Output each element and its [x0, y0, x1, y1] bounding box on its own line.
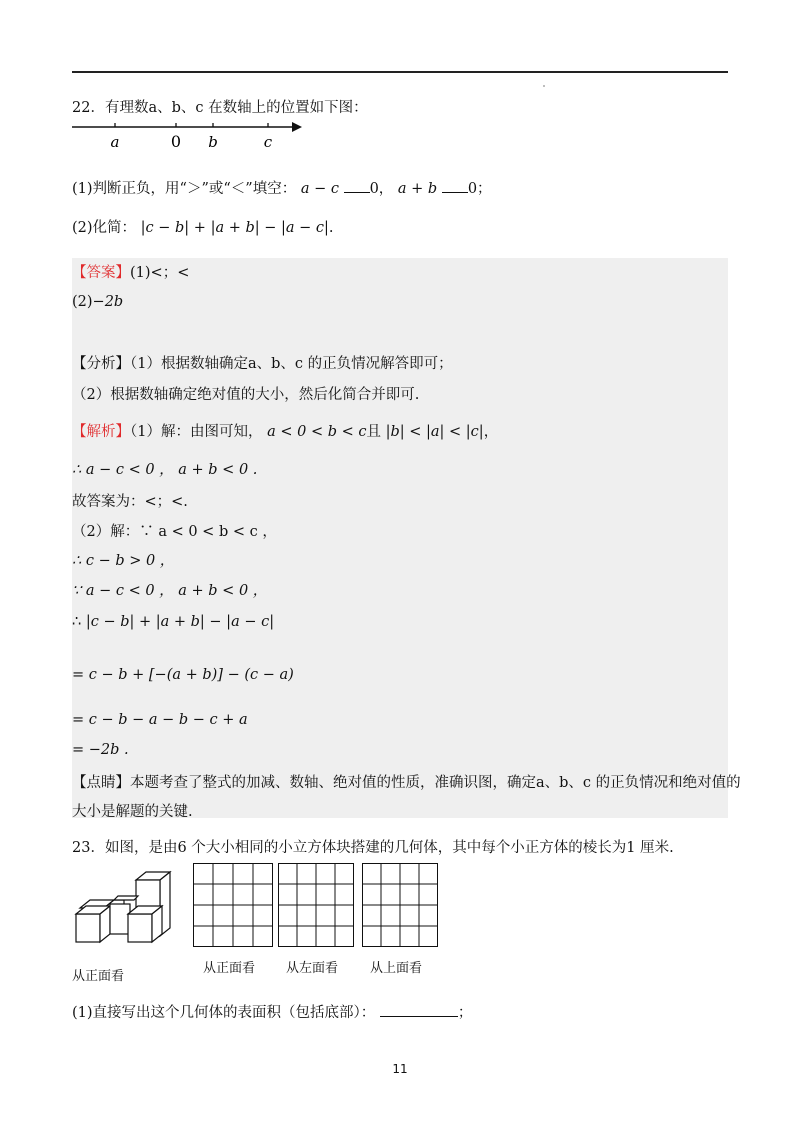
q22-part1-end: 0；: [467, 181, 492, 197]
grid-left-view[interactable]: [278, 863, 354, 947]
comment-tag: 【点睛】: [72, 775, 130, 791]
header-rule: [72, 71, 728, 73]
grid-front-view[interactable]: [193, 863, 273, 947]
analysis-text1: （1）根据数轴确定a、b、c 的正负情况解答即可；: [130, 356, 453, 372]
answer-blank-surface-area[interactable]: [380, 1002, 458, 1017]
figure-caption: 从正面看: [72, 969, 125, 984]
therefore-symbol: ∴: [72, 614, 82, 630]
solution-l1-expr2: |b| < |a| < |c|: [385, 424, 484, 440]
solution-line2: ∴ a − c < 0 ， a + b < 0 .: [72, 462, 258, 478]
solution-l1-expr1: a < 0 < b < c: [267, 424, 367, 440]
caption-left-view: 从左面看: [286, 961, 339, 976]
speck: [543, 85, 545, 87]
q22-part1-expr2: a + b: [397, 181, 438, 197]
q23-stem: 23．如图，是由6 个大小相同的小立方体块搭建的几何体，其中每个小正方体的棱长为1 厘米.: [72, 840, 674, 856]
axis-label-a: a: [110, 133, 120, 151]
q22-part2-expr: |c − b| + |a + b| − |a − c|: [140, 220, 329, 236]
q22-part1-expr1: a − c: [300, 181, 339, 197]
axis-label-0: 0: [170, 132, 182, 151]
axis-label-c: c: [263, 133, 273, 151]
caption-top-view: 从上面看: [370, 961, 423, 976]
solution-l1-mid: 且: [366, 424, 381, 440]
cube-figure: [72, 870, 182, 950]
solution-line10: = −2b .: [72, 742, 129, 758]
solution-l1-end: ，: [483, 424, 499, 440]
q23-part1: [72, 1002, 472, 1023]
answer-part2-expr: −2b: [92, 294, 124, 310]
solution-line6: ∵ a − c < 0 ， a + b < 0 ，: [72, 583, 268, 599]
solution-line7: [72, 612, 274, 632]
q23-part1-end: ；: [457, 1005, 473, 1021]
q22-part2-prefix: (2)化简：: [72, 220, 137, 236]
comment-text1: 本题考查了整式的加减、数轴、绝对值的性质，准确识图，确定a、b、c 的正负情况和绝对值的: [130, 775, 741, 791]
solution-line9: = c − b − a − b − c + a: [72, 712, 248, 728]
answer-line1: [72, 263, 189, 283]
q22-part1-mid: 0，: [369, 181, 394, 197]
grid-top-view[interactable]: [362, 863, 438, 947]
number-line-arrow: [292, 122, 302, 132]
solution-l7-expr: |c − b| + |a + b| − |a − c|: [85, 614, 275, 630]
q22-part2: [72, 218, 334, 238]
q22-stem: 22．有理数a、b、c 在数轴上的位置如下图：: [72, 100, 368, 116]
solution-line8: = c − b + [−(a + b)] − (c − a): [72, 667, 294, 683]
answer-part2-prefix: (2): [72, 294, 93, 310]
page-number: 11: [392, 1062, 408, 1076]
solution-tag: 【解析】: [72, 424, 130, 440]
solution-line3: 故答案为：<；<.: [72, 494, 188, 510]
comment-line1: [72, 773, 741, 793]
answer-tag: 【答案】: [72, 265, 130, 281]
solution-line4: （2）解：∵ a < 0 < b < c ，: [72, 524, 277, 540]
answer-blank-1[interactable]: [344, 178, 370, 193]
axis-label-b: b: [208, 133, 218, 151]
cube-drawing: [76, 872, 170, 942]
solution-line1: [72, 422, 498, 442]
answer-part1: (1)<；<: [130, 265, 190, 281]
answer-line2: [72, 292, 123, 312]
q22-part2-end: .: [328, 220, 334, 236]
q23-part1-prefix: (1)直接写出这个几何体的表面积（包括底部）：: [72, 1005, 376, 1021]
answer-blank-2[interactable]: [442, 178, 468, 193]
analysis-line1: [72, 354, 453, 374]
solution-line5: ∴ c − b > 0 ，: [72, 553, 175, 569]
caption-front-view: 从正面看: [203, 961, 256, 976]
analysis-line2: （2）根据数轴确定绝对值的大小，然后化简合并即可.: [72, 387, 420, 403]
analysis-tag: 【分析】: [72, 356, 130, 372]
number-line: [72, 116, 312, 152]
q22-part1-prefix: (1)判断正负，用“＞”或“＜”填空：: [72, 181, 297, 197]
solution-l1-text: （1）解：由图可知，: [130, 424, 263, 440]
comment-line2: 大小是解题的关键.: [72, 804, 193, 820]
q22-part1: [72, 178, 492, 199]
